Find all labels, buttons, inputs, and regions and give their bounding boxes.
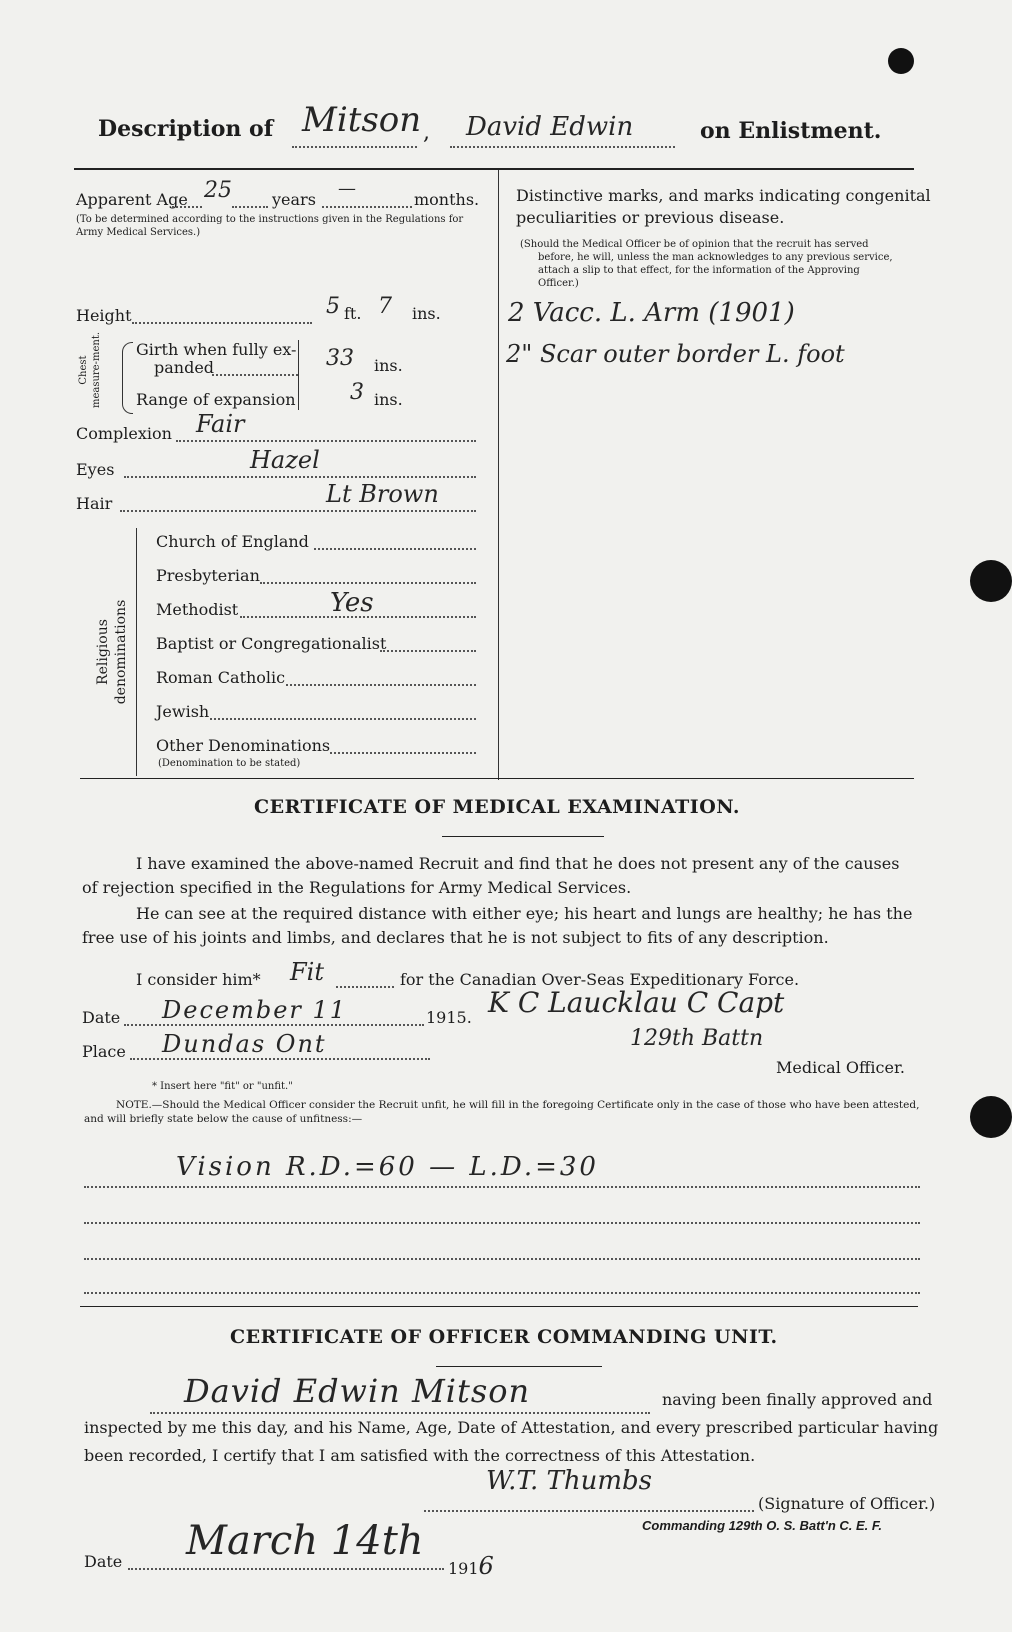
commanding-signature-label: (Signature of Officer.) — [758, 1494, 936, 1513]
medical-footnote: * Insert here "fit" or "unfit." — [152, 1081, 293, 1092]
religion-divider — [136, 528, 137, 776]
binder-hole-1 — [888, 48, 914, 74]
consider-prefix: I consider him* — [136, 970, 261, 989]
age-months-value: — — [338, 178, 356, 199]
medical-note: NOTE.—Should the Medical Officer consider the Recruit unfit, he will fill in the foregoing Certificate only in the case of those who have been attested, and will briefly state below the cause of unfitness:— — [84, 1099, 920, 1125]
complexion-value: Fair — [196, 410, 245, 438]
religion-dots-3 — [380, 650, 476, 652]
consider-dots — [336, 986, 394, 988]
medical-signature-unit: 129th Battn — [630, 1026, 764, 1051]
religion-other-note: (Denomination to be stated) — [158, 758, 301, 769]
age-dots-2 — [232, 206, 268, 208]
medical-date-year: 1915. — [426, 1008, 472, 1027]
unfitness-line-2 — [84, 1222, 920, 1224]
unfitness-cause: Vision R.D.=60 — L.D.=30 — [176, 1152, 599, 1182]
medical-signature: K C Laucklau C Capt — [488, 986, 785, 1019]
range-label: Range of expansion — [136, 390, 296, 409]
marks-entry-2: 2" Scar outer border L. foot — [506, 340, 845, 368]
religion-group-label: Religious denominations — [95, 599, 129, 705]
medical-date-dots — [124, 1024, 424, 1026]
commanding-title-underline — [436, 1366, 602, 1367]
religion-dots-6 — [330, 752, 476, 754]
hair-value: Lt Brown — [326, 480, 439, 508]
medical-officer-label: Medical Officer. — [776, 1058, 905, 1077]
age-note: (To be determined according to the instructions given in the Regulations for Army Medical Services.) — [76, 214, 464, 238]
chest-value-divider — [298, 340, 299, 410]
height-inches-label: ins. — [412, 304, 441, 323]
age-dots-3 — [322, 206, 412, 208]
religion-church-of-england: Church of England — [156, 532, 309, 551]
religion-dots-0 — [314, 548, 476, 550]
commanding-signature: W.T. Thumbs — [486, 1466, 652, 1496]
marks-note-4: Officer.) — [538, 278, 579, 289]
commanding-text-2: inspected by me this day, and his Name, Age, Date of Attestation, and every prescribed particular having — [84, 1418, 939, 1437]
religion-other: Other Denominations — [156, 736, 331, 755]
commanding-certificate-title: CERTIFICATE OF OFFICER COMMANDING UNIT. — [230, 1326, 778, 1348]
girth-dots — [212, 374, 298, 376]
girth-unit: ins. — [374, 356, 403, 375]
title-suffix: on Enlistment. — [700, 118, 882, 144]
commanding-date-value: March 14th — [186, 1518, 424, 1564]
commanding-date-year-digit: 6 — [478, 1552, 494, 1580]
given-names: David Edwin — [466, 112, 634, 142]
age-months-label: months. — [414, 190, 480, 209]
complexion-dots — [176, 440, 476, 442]
religion-dots-2 — [240, 616, 476, 618]
religion-methodist-value: Yes — [330, 588, 374, 618]
age-label: Apparent Age — [76, 190, 188, 209]
girth-value: 33 — [326, 346, 354, 371]
medical-paragraph-2: He can see at the required distance with either eye; his heart and lungs are healthy; he has the free use of his joints and limbs, and declares that he is not subject to fits of any description. — [82, 904, 913, 947]
medical-place-value: Dundas Ont — [162, 1030, 327, 1058]
medical-place-label: Place — [82, 1042, 126, 1061]
eyes-value: Hazel — [250, 446, 320, 474]
commanding-date-dots — [128, 1568, 444, 1570]
title-comma: , — [423, 120, 430, 145]
document-title — [98, 116, 273, 142]
binder-hole-3 — [970, 1096, 1012, 1138]
marks-note-2: before, he will, unless the man acknowledges to any previous service, — [538, 252, 893, 263]
religion-methodist: Methodist — [156, 600, 239, 619]
religion-dots-5 — [210, 718, 476, 720]
unfitness-line-1 — [84, 1186, 920, 1188]
age-years-value: 25 — [204, 178, 232, 203]
girth-label-1: Girth when fully ex- — [136, 340, 297, 359]
height-feet-label: ft. — [344, 304, 362, 323]
medical-paragraph-1: I have examined the above-named Recruit and find that he does not present any of the causes of rejection specified in the Regulations for Army Medical Services. — [82, 854, 900, 897]
medical-date-value: December 11 — [162, 996, 348, 1024]
height-dots-1 — [132, 322, 312, 324]
religion-dots-1 — [260, 582, 476, 584]
commanding-date-year-prefix: 191 — [448, 1559, 479, 1578]
consider-value: Fit — [290, 958, 324, 986]
range-value: 3 — [350, 380, 364, 405]
medical-place-dots — [130, 1058, 430, 1060]
age-dots-1 — [172, 206, 202, 208]
marks-entry-1: 2 Vacc. L. Arm (1901) — [508, 298, 795, 328]
binder-hole-2 — [970, 560, 1012, 602]
column-divider — [498, 170, 499, 780]
age-years-label: years — [272, 190, 316, 209]
hair-label: Hair — [76, 494, 113, 513]
unfitness-line-4 — [84, 1292, 920, 1294]
hair-dots — [120, 510, 476, 512]
title-prefix: Description of — [98, 116, 274, 142]
religion-presbyterian: Presbyterian — [156, 566, 260, 585]
complexion-label: Complexion — [76, 424, 172, 443]
eyes-label: Eyes — [76, 460, 115, 479]
medical-certificate-title: CERTIFICATE OF MEDICAL EXAMINATION. — [254, 796, 741, 818]
commanding-signature-dots — [424, 1510, 754, 1512]
medical-date-label: Date — [82, 1008, 121, 1027]
marks-note-3: attach a slip to that effect, for the information of the Approving — [538, 265, 860, 276]
marks-title-2: peculiarities or previous disease. — [516, 208, 785, 227]
given-names-line — [450, 146, 675, 148]
section-rule-1 — [80, 778, 914, 779]
unfitness-line-3 — [84, 1258, 920, 1260]
chest-bracket — [122, 342, 133, 414]
commanding-text-1: naving been finally approved and — [662, 1390, 933, 1409]
height-label: Height — [76, 306, 132, 325]
religion-jewish: Jewish — [156, 702, 210, 721]
commanding-name-dots — [150, 1412, 650, 1414]
religion-dots-4 — [286, 684, 476, 686]
consider-suffix-text: for the Canadian Over-Seas Expeditionary Force. — [400, 970, 800, 989]
surname-line — [292, 146, 417, 148]
marks-note-1: (Should the Medical Officer be of opinion that the recruit has served — [520, 239, 869, 250]
top-rule — [74, 168, 914, 170]
surname: Mitson — [302, 100, 422, 140]
religion-baptist: Baptist or Congregationalist — [156, 634, 387, 653]
range-unit: ins. — [374, 390, 403, 409]
commanding-date-year — [448, 1552, 494, 1580]
height-feet: 5 — [326, 294, 340, 319]
commanding-stamp: Commanding 129th O. S. Batt'n C. E. F. — [642, 1518, 883, 1533]
commanding-date-label: Date — [84, 1552, 123, 1571]
section-rule-2 — [80, 1306, 918, 1307]
height-inches: 7 — [378, 294, 392, 319]
medical-title-underline — [442, 836, 604, 837]
religion-roman-catholic: Roman Catholic — [156, 668, 286, 687]
chest-group-label: Chest measure-ment. — [78, 331, 102, 409]
commanding-recruit-name: David Edwin Mitson — [184, 1372, 531, 1410]
marks-title-1: Distinctive marks, and marks indicating congenital — [516, 186, 931, 205]
commanding-text-3: been recorded, I certify that I am satisfied with the correctness of this Attestation. — [84, 1446, 756, 1465]
eyes-dots — [124, 476, 476, 478]
girth-label-2: panded — [154, 358, 215, 377]
